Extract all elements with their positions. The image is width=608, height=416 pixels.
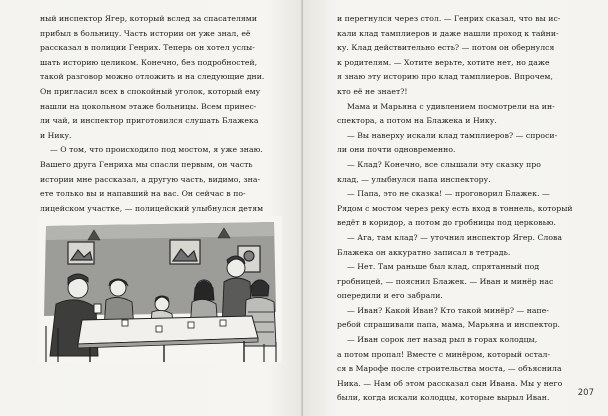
text-line: Блажека он аккуратно записал в тетрадь. [337,247,511,257]
text-line: ку. Клад действительно есть? — потом он обернулся [337,43,555,53]
text-line: опередили и его забрали. [337,291,443,301]
text-line: ли они почти одновременно. [337,145,456,155]
text-line: — Иван сорок лет назад рыл в горах колодцы, [347,335,538,345]
text-line: прибыл в больницу. Часть истории он уже знал, её [40,28,251,38]
text-line: спектора, а потом на Блажека и Нику. [337,116,497,126]
text-line: нашли на цокольном этаже больницы. Всем принес- [40,101,257,111]
text-line: были, когда искали колодцы, которые вырыл Иван. [337,393,550,403]
text-line: шать историю целиком. Конечно, без подробностей, [40,57,258,67]
text-line: и Нику. [40,130,72,140]
text-line: кто её не знает?! [337,86,408,96]
text-line: лицейском участке, — полицейский улыбнулся детям [40,203,264,213]
left-page-text [40,12,276,216]
text-line: — Папа, это не сказка! — проговорил Блажек. — [347,189,550,199]
text-line: ся в Марофе после строительства моста, — объяснила [337,364,562,374]
text-line: истории мне рассказал, а другую часть, видимо, зна- [40,174,261,184]
text-line: — Иван? Какой Иван? Кто такой минёр? — напе- [347,305,549,315]
text-line: я знаю эту историю про клад тамплиеров. Впрочем, [337,72,553,82]
text-line: — Ага, там клад? — уточнил инспектор Ягер. Слова [347,232,563,242]
text-line: и перегнулся через стол. — Генрих сказал, что вы ис- [337,14,561,23]
text-line: — Нет. Там раньше был клад, спрятанный под [347,262,540,272]
right-page [303,0,608,416]
text-line: Мама и Марьяна с удивлением посмотрели на ин- [347,101,555,111]
text-line: а потом пропал! Вместе с минёром, который остал- [337,349,551,359]
left-page [0,0,303,416]
text-line: Он пригласил всех в спокойный уголок, который ему [40,86,261,96]
text-line: ведёт в коридор, а потом до гробницы под церковью. [337,218,557,228]
text-line: кали клад тамплиеров и даже нашли проход к тайни- [337,28,559,38]
right-page-text [337,12,573,406]
text-line: Ника. — Нам об этом рассказал сын Ивана. Мы у него [337,378,563,388]
text-line: такой разговор можно отложить и на следующие дни. [40,72,265,82]
text-line: рассказал в полиции Генрих. Теперь он хотел услы- [40,43,255,53]
text-line: — О том, что происходило под мостом, я уже знаю. [50,145,263,155]
family-table-illustration [38,216,282,362]
text-line: — Клад? Конечно, все слышали эту сказку про [347,159,541,169]
text-line: Рядом с мостом через реку есть вход в тоннель, который [337,203,573,213]
text-line: ли чай, и инспектор приготовился слушать Блажека [40,116,259,126]
text-line: клад, — улыбнулся папа инспектору. [337,174,491,184]
text-line: ребой спрашивали папа, мама, Марьяна и инспектор. [337,320,561,330]
text-line: ный инспектор Ягер, который вслед за спасателями [40,14,258,23]
text-line: к родителям. — Хотите верьте, хотите нет, но даже [337,57,550,67]
text-line: Вашего друга Генриха мы спасли первым, он часть [40,159,253,169]
page-number: 207 [577,388,594,398]
text-line: гробницей, — пояснил Блажек. — Иван и минёр нас [337,276,554,286]
text-line: ете только вы и напавший на вас. Он сейчас в по- [40,189,246,199]
text-line: — Вы наверху искали клад тамплиеров? — спроси- [347,130,558,140]
